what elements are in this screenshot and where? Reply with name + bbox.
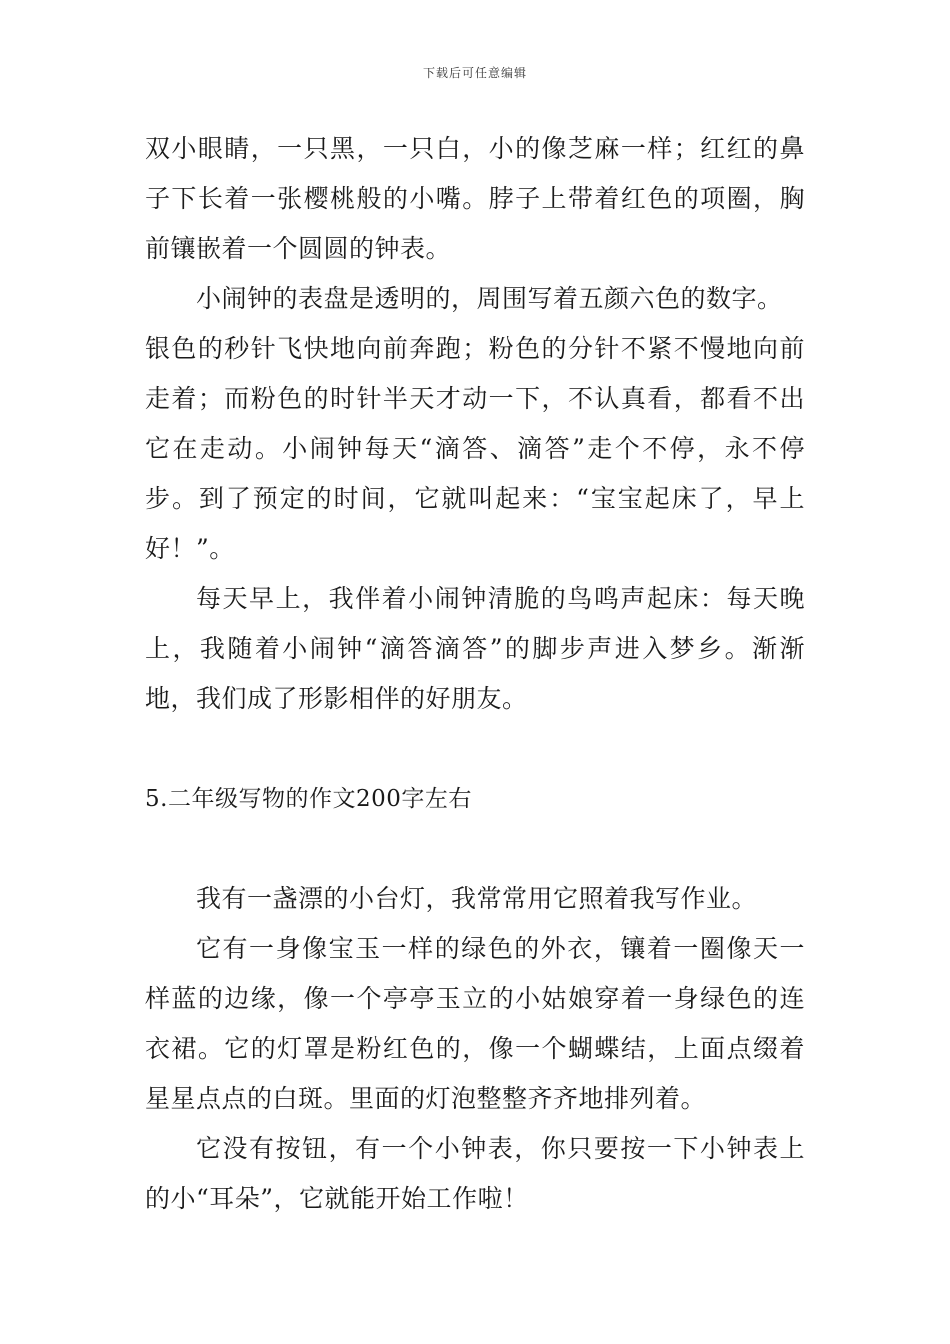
page-header-note: 下载后可任意编辑 xyxy=(422,66,527,80)
text-line: 上，我随着小闹钟“滴答滴答”的脚步声进入梦乡。渐渐 xyxy=(145,634,805,663)
text-line: 样蓝的边缘，像一个亭亭玉立的小姑娘穿着一身绿色的连 xyxy=(145,984,805,1013)
text-line: 衣裙。它的灯罩是粉红色的，像一个蝴蝶结，上面点缀着 xyxy=(145,1034,805,1063)
text-line: 前镶嵌着一个圆圆的钟表。 xyxy=(145,234,452,263)
text-line: 它有一身像宝玉一样的绿色的外衣，镶着一圈像天一 xyxy=(196,934,805,963)
section-heading: 5.二年级写物的作文200字左右 xyxy=(145,786,472,812)
text-line: 它没有按钮，有一个小钟表，你只要按一下小钟表上 xyxy=(196,1134,805,1163)
text-line: 走着；而粉色的时针半天才动一下，不认真看，都看不出 xyxy=(145,384,805,413)
text-line: 它在走动。小闹钟每天“滴答、滴答”走个不停，永不停 xyxy=(145,434,805,463)
text-line: 的小“耳朵”，它就能开始工作啦！ xyxy=(145,1184,529,1213)
text-line: 好！”。 xyxy=(145,534,235,563)
text-line: 每天早上，我伴着小闹钟清脆的鸟鸣声起床：每天晚 xyxy=(196,584,805,613)
text-line: 步。到了预定的时间，它就叫起来：“宝宝起床了，早上 xyxy=(145,484,805,513)
text-line: 小闹钟的表盘是透明的，周围写着五颜六色的数字。 xyxy=(196,284,783,313)
text-line: 子下长着一张樱桃般的小嘴。脖子上带着红色的项圈，胸 xyxy=(145,184,805,213)
text-line: 我有一盏漂的小台灯，我常常用它照着我写作业。 xyxy=(196,884,758,913)
text-line: 星星点点的白斑。里面的灯泡整整齐齐地排列着。 xyxy=(145,1084,707,1113)
text-line: 银色的秒针飞快地向前奔跑；粉色的分针不紧不慢地向前 xyxy=(145,334,805,363)
text-line: 双小眼睛，一只黑，一只白，小的像芝麻一样；红红的鼻 xyxy=(145,134,805,163)
text-line: 地，我们成了形影相伴的好朋友。 xyxy=(145,684,528,713)
